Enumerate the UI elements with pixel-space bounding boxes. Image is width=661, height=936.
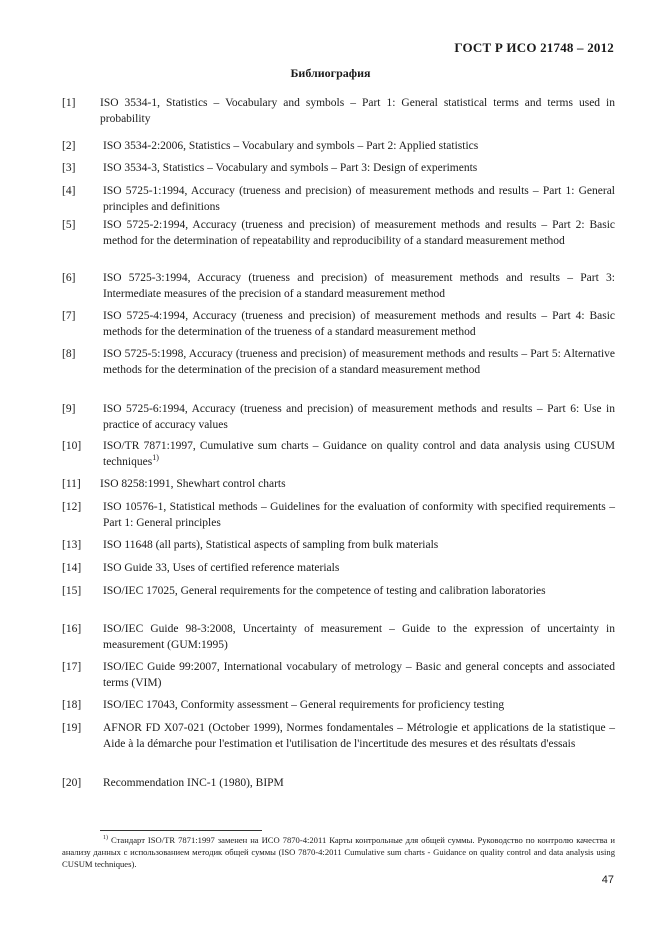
reference-citation: ISO/IEC 17043, Conformity assessment – General requirements for proficiency testing bbox=[103, 699, 505, 711]
reference-number: [3] bbox=[62, 162, 76, 174]
reference-number: [15] bbox=[62, 585, 82, 597]
reference-text bbox=[103, 660, 615, 691]
reference-item bbox=[62, 271, 615, 302]
reference-text bbox=[103, 439, 615, 470]
reference-number: [14] bbox=[62, 562, 82, 574]
reference-item bbox=[62, 660, 615, 691]
reference-item bbox=[62, 96, 615, 127]
reference-text bbox=[103, 698, 615, 714]
reference-number: [19] bbox=[62, 722, 82, 734]
footnote-reference-marker: 1) bbox=[152, 452, 159, 462]
reference-item bbox=[62, 776, 615, 792]
reference-citation: ISO/TR 7871:1997, Cumulative sum charts – Guidance on quality control and data analysis using CUSUM techniques bbox=[103, 440, 615, 468]
reference-text bbox=[103, 402, 615, 433]
reference-number: [9] bbox=[62, 403, 76, 415]
footnote-text: Стандарт ISO/TR 7871:1997 заменен на ИСО 7870-4:2011 Карты контрольные для общей суммы. Руководство по контролю качества и анализу данных с использованием методик общей суммы (ISO 7870-4:2011 Cumulative sum charts - Guidance on quality control and data analysis using CUSUM techniques). bbox=[62, 835, 615, 869]
reference-item bbox=[62, 184, 615, 215]
reference-citation: ISO 5725-4:1994, Accuracy (trueness and precision) of measurement methods and results – Part 4: Basic methods for the determination of the trueness of a standard measurement method bbox=[103, 310, 615, 338]
reference-item bbox=[62, 309, 615, 340]
reference-item bbox=[62, 402, 615, 433]
reference-citation: ISO/IEC Guide 99:2007, International vocabulary of metrology – Basic and general concepts and associated terms (VIM) bbox=[103, 661, 615, 689]
reference-number: [6] bbox=[62, 272, 76, 284]
reference-text bbox=[103, 161, 615, 177]
reference-number: [16] bbox=[62, 623, 82, 635]
reference-citation: ISO 5725-5:1998, Accuracy (trueness and precision) of measurement methods and results – Part 5: Alternative methods for the determination of the precision of a standard measurement method bbox=[103, 348, 615, 376]
reference-number: [7] bbox=[62, 310, 76, 322]
reference-citation: ISO/IEC Guide 98-3:2008, Uncertainty of measurement – Guide to the expression of uncertainty in measurement (GUM:1995) bbox=[103, 623, 615, 651]
reference-citation: ISO 8258:1991, Shewhart control charts bbox=[100, 478, 286, 490]
reference-item bbox=[62, 161, 615, 177]
reference-item bbox=[62, 538, 615, 554]
reference-item bbox=[62, 721, 615, 752]
reference-text bbox=[103, 347, 615, 378]
reference-item bbox=[62, 139, 615, 155]
reference-citation: ISO 10576-1, Statistical methods – Guidelines for the evaluation of conformity with specified requirements – Part 1: General principles bbox=[103, 501, 615, 529]
reference-number: [1] bbox=[62, 97, 76, 109]
reference-citation: ISO/IEC 17025, General requirements for the competence of testing and calibration laboratories bbox=[103, 585, 546, 597]
reference-item bbox=[62, 439, 615, 470]
reference-text bbox=[103, 538, 615, 554]
section-title: Библиография bbox=[290, 66, 371, 80]
reference-number: [4] bbox=[62, 185, 76, 197]
reference-text bbox=[103, 309, 615, 340]
reference-item bbox=[62, 500, 615, 531]
reference-citation: ISO 5725-2:1994, Accuracy (trueness and precision) of measurement methods and results – Part 2: Basic method for the determination of repeatability and reproducibility of a standard measurement method bbox=[103, 219, 615, 247]
reference-text bbox=[103, 584, 615, 600]
reference-text bbox=[103, 561, 615, 577]
reference-citation: AFNOR FD X07-021 (October 1999), Normes fondamentales – Métrologie et applications de la statistique – Aide à la démarche pour l'estimation et l'utilisation de l'incertitude des mesures et des résultats d'essais bbox=[103, 722, 615, 750]
reference-item bbox=[62, 698, 615, 714]
reference-item bbox=[62, 561, 615, 577]
reference-text bbox=[103, 776, 615, 792]
reference-text bbox=[100, 96, 615, 127]
reference-text bbox=[100, 477, 615, 493]
reference-number: [2] bbox=[62, 140, 76, 152]
reference-text bbox=[103, 721, 615, 752]
reference-number: [18] bbox=[62, 699, 82, 711]
reference-citation: ISO 3534-3, Statistics – Vocabulary and symbols – Part 3: Design of experiments bbox=[103, 162, 478, 174]
reference-item bbox=[62, 477, 615, 493]
reference-number: [13] bbox=[62, 539, 82, 551]
reference-item bbox=[62, 622, 615, 653]
reference-citation: ISO 11648 (all parts), Statistical aspects of sampling from bulk materials bbox=[103, 539, 439, 551]
reference-citation: ISO 5725-3:1994, Accuracy (trueness and precision) of measurement methods and results – Part 3: Intermediate measures of the precision of a standard measurement method bbox=[103, 272, 615, 300]
reference-citation: ISO 5725-6:1994, Accuracy (trueness and precision) of measurement methods and results – Part 6: Use in practice of accuracy values bbox=[103, 403, 615, 431]
reference-number: [11] bbox=[62, 478, 81, 490]
reference-citation: ISO 5725-1:1994, Accuracy (trueness and precision) of measurement methods and results – Part 1: General principles and definitions bbox=[103, 185, 615, 213]
reference-number: [17] bbox=[62, 661, 82, 673]
reference-text bbox=[103, 139, 615, 155]
reference-item bbox=[62, 584, 615, 600]
footnote-marker: 1) bbox=[103, 835, 108, 842]
reference-citation: ISO Guide 33, Uses of certified reference materials bbox=[103, 562, 340, 574]
footnote-divider bbox=[100, 830, 262, 831]
reference-text bbox=[103, 622, 615, 653]
footnote bbox=[62, 834, 615, 870]
reference-item bbox=[62, 218, 615, 249]
reference-number: [8] bbox=[62, 348, 76, 360]
reference-number: [20] bbox=[62, 777, 82, 789]
reference-text bbox=[103, 218, 615, 249]
reference-item bbox=[62, 347, 615, 378]
reference-number: [12] bbox=[62, 501, 82, 513]
reference-text bbox=[103, 271, 615, 302]
reference-citation: ISO 3534-1, Statistics – Vocabulary and symbols – Part 1: General statistical terms and terms used in probability bbox=[100, 97, 615, 125]
reference-text bbox=[103, 184, 615, 215]
reference-number: [10] bbox=[62, 440, 82, 452]
reference-citation: ISO 3534-2:2006, Statistics – Vocabulary and symbols – Part 2: Applied statistics bbox=[103, 140, 479, 152]
reference-text bbox=[103, 500, 615, 531]
reference-number: [5] bbox=[62, 219, 76, 231]
reference-citation: Recommendation INC-1 (1980), BIPM bbox=[103, 777, 284, 789]
running-header: ГОСТ Р ИСО 21748 – 2012 bbox=[454, 40, 614, 55]
page-number: 47 bbox=[601, 874, 614, 886]
